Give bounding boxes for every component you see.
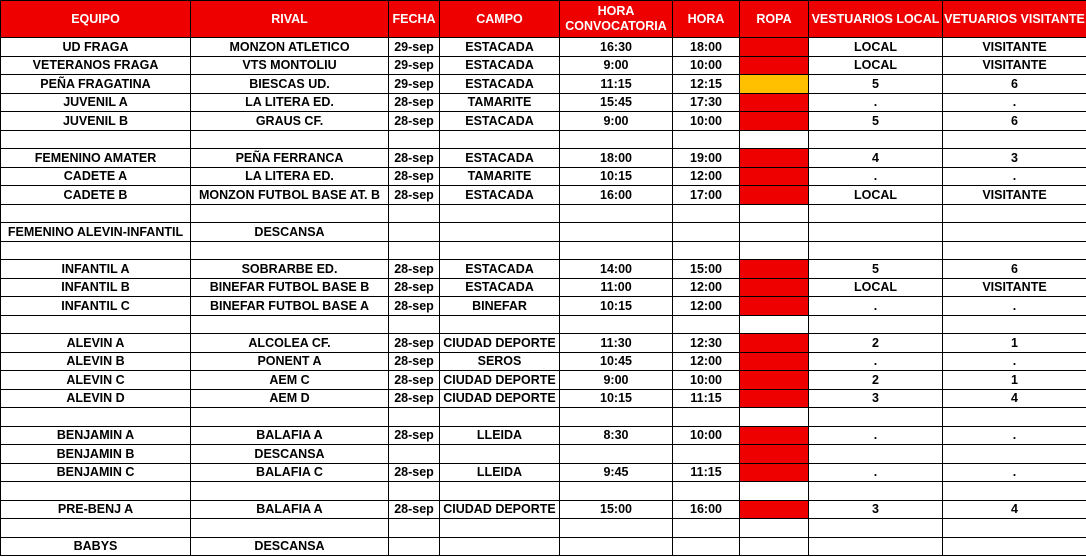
cell-equipo: INFANTIL A <box>1 260 191 279</box>
cell-hora <box>673 445 740 464</box>
cell-ropa <box>740 260 809 279</box>
cell-equipo <box>1 315 191 334</box>
table-row <box>1 112 1086 131</box>
cell-fecha: 28-sep <box>389 389 440 408</box>
cell-hora: 10:00 <box>673 426 740 445</box>
cell-hora: 12:30 <box>673 334 740 353</box>
cell-local <box>809 482 943 501</box>
cell-ropa <box>740 519 809 538</box>
cell-hora <box>673 130 740 149</box>
cell-visitante: 1 <box>943 334 1086 353</box>
cell-local <box>809 519 943 538</box>
cell-equipo: BABYS <box>1 537 191 556</box>
cell-rival <box>191 130 389 149</box>
cell-convocatoria: 10:15 <box>560 297 673 316</box>
cell-equipo: BENJAMIN A <box>1 426 191 445</box>
cell-visitante: . <box>943 167 1086 186</box>
cell-local: 2 <box>809 371 943 390</box>
cell-local <box>809 204 943 223</box>
cell-visitante: . <box>943 93 1086 112</box>
cell-local <box>809 223 943 242</box>
cell-fecha <box>389 537 440 556</box>
cell-equipo: INFANTIL B <box>1 278 191 297</box>
cell-local: LOCAL <box>809 278 943 297</box>
cell-hora: 12:00 <box>673 297 740 316</box>
cell-equipo: JUVENIL A <box>1 93 191 112</box>
cell-rival: DESCANSA <box>191 223 389 242</box>
table-row <box>1 278 1086 297</box>
cell-rival: PEÑA FERRANCA <box>191 149 389 168</box>
header-equipo: EQUIPO <box>1 1 191 38</box>
cell-visitante <box>943 537 1086 556</box>
cell-fecha: 28-sep <box>389 500 440 519</box>
cell-ropa <box>740 482 809 501</box>
spacer-row <box>1 408 1086 427</box>
cell-fecha: 28-sep <box>389 186 440 205</box>
cell-rival: MONZON ATLETICO <box>191 38 389 57</box>
cell-convocatoria <box>560 519 673 538</box>
cell-campo <box>440 408 560 427</box>
cell-local <box>809 408 943 427</box>
cell-rival <box>191 408 389 427</box>
cell-campo <box>440 223 560 242</box>
header-vestuarios-local: VESTUARIOS LOCAL <box>809 1 943 38</box>
cell-convocatoria <box>560 204 673 223</box>
cell-convocatoria: 16:30 <box>560 38 673 57</box>
cell-equipo: ALEVIN C <box>1 371 191 390</box>
cell-hora: 10:00 <box>673 112 740 131</box>
cell-convocatoria: 9:00 <box>560 112 673 131</box>
table-row <box>1 463 1086 482</box>
cell-visitante <box>943 408 1086 427</box>
header-campo: CAMPO <box>440 1 560 38</box>
cell-campo: LLEIDA <box>440 426 560 445</box>
cell-fecha <box>389 315 440 334</box>
cell-fecha <box>389 130 440 149</box>
cell-rival: SOBRARBE ED. <box>191 260 389 279</box>
cell-equipo <box>1 241 191 260</box>
spacer-row <box>1 315 1086 334</box>
cell-hora: 10:00 <box>673 371 740 390</box>
cell-ropa <box>740 371 809 390</box>
cell-local: 4 <box>809 149 943 168</box>
cell-convocatoria: 10:15 <box>560 389 673 408</box>
cell-equipo: INFANTIL C <box>1 297 191 316</box>
cell-ropa <box>740 149 809 168</box>
cell-local: . <box>809 93 943 112</box>
cell-ropa <box>740 500 809 519</box>
cell-campo <box>440 241 560 260</box>
table-row <box>1 352 1086 371</box>
cell-equipo: UD FRAGA <box>1 38 191 57</box>
cell-campo: CIUDAD DEPORTE <box>440 500 560 519</box>
cell-convocatoria: 14:00 <box>560 260 673 279</box>
cell-rival: BINEFAR FUTBOL BASE A <box>191 297 389 316</box>
cell-visitante: . <box>943 352 1086 371</box>
cell-fecha: 29-sep <box>389 75 440 94</box>
cell-visitante <box>943 223 1086 242</box>
cell-fecha: 28-sep <box>389 112 440 131</box>
cell-rival: BINEFAR FUTBOL BASE B <box>191 278 389 297</box>
cell-campo <box>440 204 560 223</box>
cell-equipo: PEÑA FRAGATINA <box>1 75 191 94</box>
cell-equipo: JUVENIL B <box>1 112 191 131</box>
cell-visitante: 6 <box>943 112 1086 131</box>
cell-hora <box>673 537 740 556</box>
cell-equipo <box>1 408 191 427</box>
cell-rival <box>191 315 389 334</box>
cell-hora <box>673 408 740 427</box>
cell-local <box>809 537 943 556</box>
cell-equipo: ALEVIN D <box>1 389 191 408</box>
cell-visitante: . <box>943 297 1086 316</box>
cell-campo: TAMARITE <box>440 93 560 112</box>
cell-local: LOCAL <box>809 186 943 205</box>
cell-visitante: VISITANTE <box>943 56 1086 75</box>
cell-ropa <box>740 408 809 427</box>
cell-rival: ALCOLEA CF. <box>191 334 389 353</box>
cell-local: . <box>809 426 943 445</box>
cell-rival: AEM D <box>191 389 389 408</box>
cell-local: LOCAL <box>809 38 943 57</box>
cell-hora: 17:00 <box>673 186 740 205</box>
cell-rival: DESCANSA <box>191 537 389 556</box>
cell-hora <box>673 223 740 242</box>
cell-convocatoria: 15:45 <box>560 93 673 112</box>
cell-local: 5 <box>809 112 943 131</box>
cell-convocatoria <box>560 445 673 464</box>
cell-rival <box>191 241 389 260</box>
cell-campo: ESTACADA <box>440 56 560 75</box>
cell-ropa <box>740 75 809 94</box>
cell-ropa <box>740 223 809 242</box>
cell-hora: 17:30 <box>673 93 740 112</box>
cell-fecha <box>389 223 440 242</box>
cell-equipo: BENJAMIN B <box>1 445 191 464</box>
cell-rival: DESCANSA <box>191 445 389 464</box>
table-row <box>1 426 1086 445</box>
cell-equipo: BENJAMIN C <box>1 463 191 482</box>
cell-rival <box>191 519 389 538</box>
cell-convocatoria: 9:00 <box>560 56 673 75</box>
cell-hora: 12:00 <box>673 352 740 371</box>
cell-hora <box>673 315 740 334</box>
table-row <box>1 500 1086 519</box>
cell-convocatoria: 9:00 <box>560 371 673 390</box>
header-fecha: FECHA <box>389 1 440 38</box>
cell-visitante <box>943 519 1086 538</box>
table-row <box>1 149 1086 168</box>
cell-hora: 11:15 <box>673 463 740 482</box>
cell-visitante: . <box>943 426 1086 445</box>
header-hora-convocatoria: HORA CONVOCATORIA <box>560 1 673 38</box>
cell-hora: 12:00 <box>673 167 740 186</box>
cell-fecha: 28-sep <box>389 426 440 445</box>
cell-campo: TAMARITE <box>440 167 560 186</box>
table-row <box>1 56 1086 75</box>
cell-convocatoria: 10:45 <box>560 352 673 371</box>
cell-visitante: 6 <box>943 260 1086 279</box>
cell-convocatoria: 8:30 <box>560 426 673 445</box>
cell-visitante <box>943 130 1086 149</box>
cell-local: . <box>809 297 943 316</box>
header-hora: HORA <box>673 1 740 38</box>
cell-equipo <box>1 130 191 149</box>
cell-local <box>809 445 943 464</box>
spacer-row <box>1 204 1086 223</box>
cell-fecha: 28-sep <box>389 371 440 390</box>
cell-equipo <box>1 204 191 223</box>
cell-fecha: 29-sep <box>389 38 440 57</box>
cell-ropa <box>740 352 809 371</box>
cell-rival: AEM C <box>191 371 389 390</box>
cell-hora: 12:15 <box>673 75 740 94</box>
cell-convocatoria <box>560 482 673 501</box>
cell-hora: 15:00 <box>673 260 740 279</box>
table-row <box>1 223 1086 242</box>
cell-ropa <box>740 463 809 482</box>
header-ropa: ROPA <box>740 1 809 38</box>
cell-rival: BIESCAS UD. <box>191 75 389 94</box>
cell-visitante <box>943 315 1086 334</box>
cell-campo: ESTACADA <box>440 149 560 168</box>
cell-fecha: 28-sep <box>389 260 440 279</box>
cell-convocatoria <box>560 315 673 334</box>
cell-rival: LA LITERA ED. <box>191 93 389 112</box>
cell-campo <box>440 519 560 538</box>
table-row <box>1 260 1086 279</box>
cell-visitante <box>943 204 1086 223</box>
cell-fecha: 28-sep <box>389 278 440 297</box>
cell-campo <box>440 130 560 149</box>
cell-ropa <box>740 130 809 149</box>
cell-equipo: CADETE B <box>1 186 191 205</box>
cell-ropa <box>740 426 809 445</box>
cell-convocatoria: 16:00 <box>560 186 673 205</box>
cell-campo: ESTACADA <box>440 112 560 131</box>
table-row <box>1 445 1086 464</box>
cell-campo: SEROS <box>440 352 560 371</box>
cell-visitante: 4 <box>943 389 1086 408</box>
cell-equipo <box>1 482 191 501</box>
cell-fecha: 28-sep <box>389 463 440 482</box>
cell-visitante: 4 <box>943 500 1086 519</box>
cell-convocatoria: 10:15 <box>560 167 673 186</box>
table-row <box>1 297 1086 316</box>
cell-rival: BALAFIA A <box>191 500 389 519</box>
cell-convocatoria <box>560 241 673 260</box>
cell-convocatoria: 15:00 <box>560 500 673 519</box>
cell-campo <box>440 537 560 556</box>
cell-local: 5 <box>809 75 943 94</box>
cell-campo: LLEIDA <box>440 463 560 482</box>
cell-equipo: CADETE A <box>1 167 191 186</box>
cell-visitante: 3 <box>943 149 1086 168</box>
cell-ropa <box>740 334 809 353</box>
cell-campo: CIUDAD DEPORTE <box>440 389 560 408</box>
cell-ropa <box>740 112 809 131</box>
cell-fecha <box>389 408 440 427</box>
cell-local: . <box>809 352 943 371</box>
cell-equipo: PRE-BENJ A <box>1 500 191 519</box>
cell-ropa <box>740 537 809 556</box>
cell-fecha: 28-sep <box>389 334 440 353</box>
table-row <box>1 334 1086 353</box>
cell-ropa <box>740 389 809 408</box>
table-row <box>1 537 1086 556</box>
cell-local: 3 <box>809 389 943 408</box>
cell-hora <box>673 519 740 538</box>
cell-ropa <box>740 186 809 205</box>
cell-local: 2 <box>809 334 943 353</box>
cell-equipo <box>1 519 191 538</box>
schedule-body <box>1 38 1086 556</box>
cell-convocatoria <box>560 537 673 556</box>
cell-fecha: 28-sep <box>389 149 440 168</box>
cell-convocatoria <box>560 223 673 242</box>
spacer-row <box>1 519 1086 538</box>
table-row <box>1 389 1086 408</box>
cell-campo: ESTACADA <box>440 278 560 297</box>
cell-campo: ESTACADA <box>440 186 560 205</box>
cell-local: 5 <box>809 260 943 279</box>
cell-convocatoria: 11:30 <box>560 334 673 353</box>
cell-visitante <box>943 241 1086 260</box>
cell-ropa <box>740 56 809 75</box>
cell-rival: GRAUS CF. <box>191 112 389 131</box>
cell-rival: BALAFIA C <box>191 463 389 482</box>
cell-hora: 10:00 <box>673 56 740 75</box>
cell-rival: PONENT A <box>191 352 389 371</box>
cell-local <box>809 130 943 149</box>
cell-local: . <box>809 463 943 482</box>
cell-rival: BALAFIA A <box>191 426 389 445</box>
cell-local: 3 <box>809 500 943 519</box>
cell-fecha: 28-sep <box>389 93 440 112</box>
cell-ropa <box>740 315 809 334</box>
cell-campo <box>440 482 560 501</box>
cell-hora <box>673 241 740 260</box>
cell-ropa <box>740 167 809 186</box>
header-row <box>1 1 1086 38</box>
cell-rival: LA LITERA ED. <box>191 167 389 186</box>
cell-fecha: 28-sep <box>389 297 440 316</box>
cell-fecha: 28-sep <box>389 352 440 371</box>
table-row <box>1 371 1086 390</box>
cell-campo <box>440 445 560 464</box>
cell-fecha <box>389 241 440 260</box>
cell-rival <box>191 204 389 223</box>
cell-ropa <box>740 93 809 112</box>
spacer-row <box>1 241 1086 260</box>
cell-fecha <box>389 204 440 223</box>
table-row <box>1 75 1086 94</box>
cell-campo: BINEFAR <box>440 297 560 316</box>
cell-local <box>809 241 943 260</box>
cell-hora: 19:00 <box>673 149 740 168</box>
table-row <box>1 186 1086 205</box>
cell-visitante: VISITANTE <box>943 278 1086 297</box>
cell-visitante <box>943 482 1086 501</box>
cell-equipo: FEMENINO AMATER <box>1 149 191 168</box>
cell-hora <box>673 204 740 223</box>
cell-visitante: 6 <box>943 75 1086 94</box>
cell-local: . <box>809 167 943 186</box>
table-row <box>1 93 1086 112</box>
cell-ropa <box>740 297 809 316</box>
cell-hora: 12:00 <box>673 278 740 297</box>
cell-convocatoria: 18:00 <box>560 149 673 168</box>
header-rival: RIVAL <box>191 1 389 38</box>
cell-ropa <box>740 445 809 464</box>
cell-equipo: VETERANOS FRAGA <box>1 56 191 75</box>
cell-fecha <box>389 519 440 538</box>
cell-rival: VTS MONTOLIU <box>191 56 389 75</box>
cell-hora: 18:00 <box>673 38 740 57</box>
cell-campo: CIUDAD DEPORTE <box>440 371 560 390</box>
header-vestuarios-visitante: VETUARIOS VISITANTE <box>943 1 1086 38</box>
cell-fecha: 29-sep <box>389 56 440 75</box>
cell-visitante <box>943 445 1086 464</box>
table-row <box>1 38 1086 57</box>
cell-equipo: FEMENINO ALEVIN-INFANTIL <box>1 223 191 242</box>
table-row <box>1 167 1086 186</box>
cell-fecha: 28-sep <box>389 167 440 186</box>
cell-campo: ESTACADA <box>440 38 560 57</box>
cell-ropa <box>740 241 809 260</box>
cell-fecha <box>389 445 440 464</box>
cell-hora: 11:15 <box>673 389 740 408</box>
cell-convocatoria: 11:15 <box>560 75 673 94</box>
cell-visitante: 1 <box>943 371 1086 390</box>
spacer-row <box>1 130 1086 149</box>
cell-local: LOCAL <box>809 56 943 75</box>
cell-campo: ESTACADA <box>440 260 560 279</box>
cell-hora: 16:00 <box>673 500 740 519</box>
cell-rival <box>191 482 389 501</box>
cell-rival: MONZON FUTBOL BASE AT. B <box>191 186 389 205</box>
cell-local <box>809 315 943 334</box>
cell-convocatoria: 11:00 <box>560 278 673 297</box>
cell-campo: ESTACADA <box>440 75 560 94</box>
cell-campo: CIUDAD DEPORTE <box>440 334 560 353</box>
cell-equipo: ALEVIN B <box>1 352 191 371</box>
cell-convocatoria: 9:45 <box>560 463 673 482</box>
cell-ropa <box>740 204 809 223</box>
cell-visitante: VISITANTE <box>943 38 1086 57</box>
cell-equipo: ALEVIN A <box>1 334 191 353</box>
cell-fecha <box>389 482 440 501</box>
cell-hora <box>673 482 740 501</box>
cell-ropa <box>740 38 809 57</box>
cell-campo <box>440 315 560 334</box>
spacer-row <box>1 482 1086 501</box>
cell-convocatoria <box>560 408 673 427</box>
cell-ropa <box>740 278 809 297</box>
cell-visitante: . <box>943 463 1086 482</box>
cell-convocatoria <box>560 130 673 149</box>
cell-visitante: VISITANTE <box>943 186 1086 205</box>
